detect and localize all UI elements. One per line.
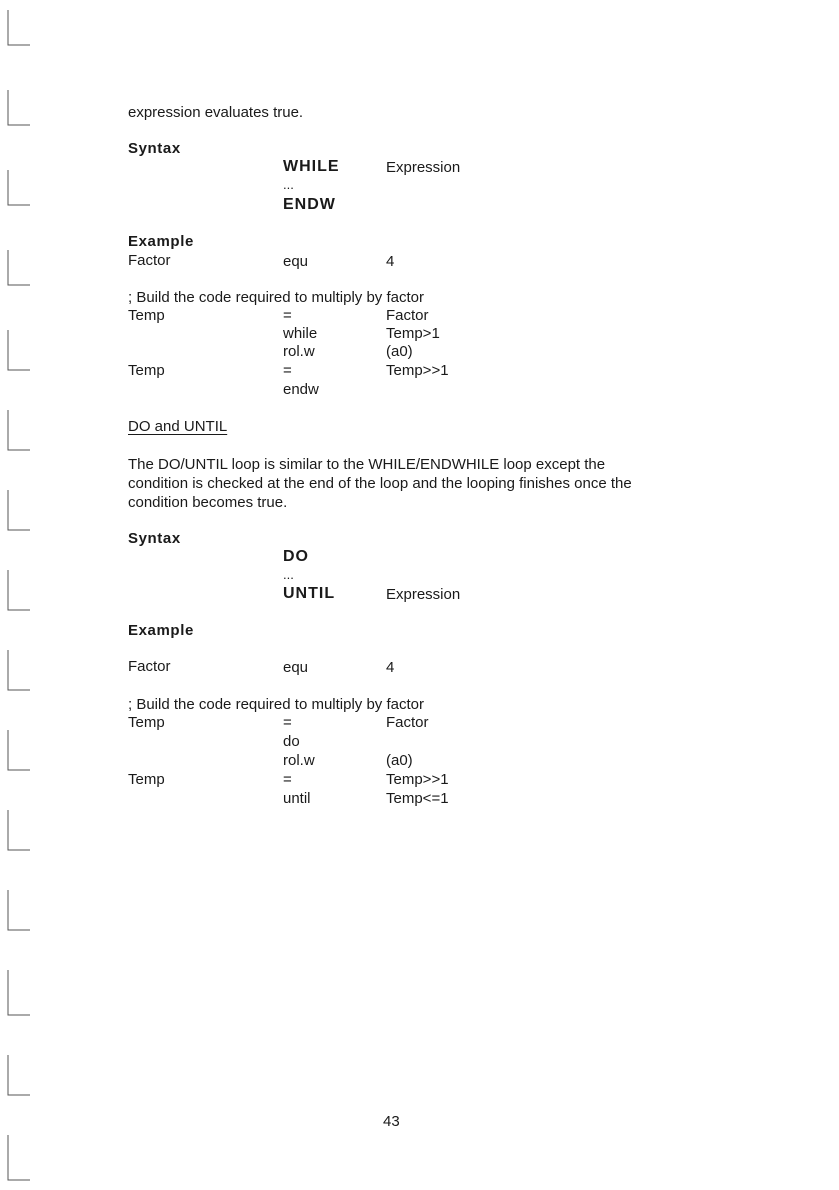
do-code-arg: Temp<=1: [386, 790, 449, 807]
do-example-heading: Example: [128, 622, 194, 639]
do-code-op: rol.w: [283, 752, 315, 769]
while-example-heading: Example: [128, 233, 194, 250]
do-code-op: until: [283, 790, 311, 807]
do-code-label: Temp: [128, 771, 165, 788]
binding-margin-marks: [0, 0, 30, 1190]
while-code-arg: Temp>1: [386, 325, 440, 342]
until-expression: Expression: [386, 586, 461, 603]
do-code-arg: Temp>>1: [386, 771, 449, 788]
while-expression: Expression: [386, 159, 461, 176]
until-keyword: UNTIL: [283, 585, 336, 602]
do-ellipsis: ...: [283, 567, 294, 582]
intro-text: expression evaluates true.: [128, 104, 304, 121]
while-code-op: endw: [283, 381, 319, 398]
while-code-op: =: [283, 362, 292, 379]
do-paragraph-line: The DO/UNTIL loop is similar to the WHILE/ENDWHILE loop except the: [128, 456, 606, 473]
while-code-op: rol.w: [283, 343, 315, 360]
do-paragraph-line: condition is checked at the end of the loop and the looping finishes once the: [128, 475, 632, 492]
do-example-label: Factor: [128, 658, 171, 675]
do-code-arg: Factor: [386, 714, 429, 731]
while-code-arg: (a0): [386, 343, 413, 360]
do-comment: ; Build the code required to multiply by factor: [128, 696, 424, 713]
while-comment: ; Build the code required to multiply by factor: [128, 289, 424, 306]
do-example-op: equ: [283, 659, 309, 676]
do-paragraph-line: condition becomes true.: [128, 494, 288, 511]
while-code-label: Temp: [128, 362, 165, 379]
while-code-op: =: [283, 307, 292, 324]
do-code-arg: (a0): [386, 752, 413, 769]
do-example-arg: 4: [386, 659, 395, 676]
while-example-label: Factor: [128, 252, 171, 269]
do-code-op: do: [283, 733, 300, 750]
while-example-op: equ: [283, 253, 309, 270]
while-code-arg: Temp>>1: [386, 362, 449, 379]
endw-keyword: ENDW: [283, 196, 336, 213]
do-code-label: Temp: [128, 714, 165, 731]
while-code-arg: Factor: [386, 307, 429, 324]
do-code-op: =: [283, 714, 292, 731]
binding-marks-graphic: [0, 0, 30, 1190]
while-keyword: WHILE: [283, 158, 340, 175]
do-keyword: DO: [283, 548, 309, 565]
while-example-arg: 4: [386, 253, 395, 270]
while-ellipsis: ...: [283, 177, 294, 192]
while-code-op: while: [283, 325, 318, 342]
do-code-op: =: [283, 771, 292, 788]
while-syntax-heading: Syntax: [128, 140, 181, 157]
while-code-label: Temp: [128, 307, 165, 324]
do-until-heading: DO and UNTIL: [128, 418, 228, 435]
page-number: 43: [383, 1113, 400, 1130]
do-syntax-heading: Syntax: [128, 530, 181, 547]
